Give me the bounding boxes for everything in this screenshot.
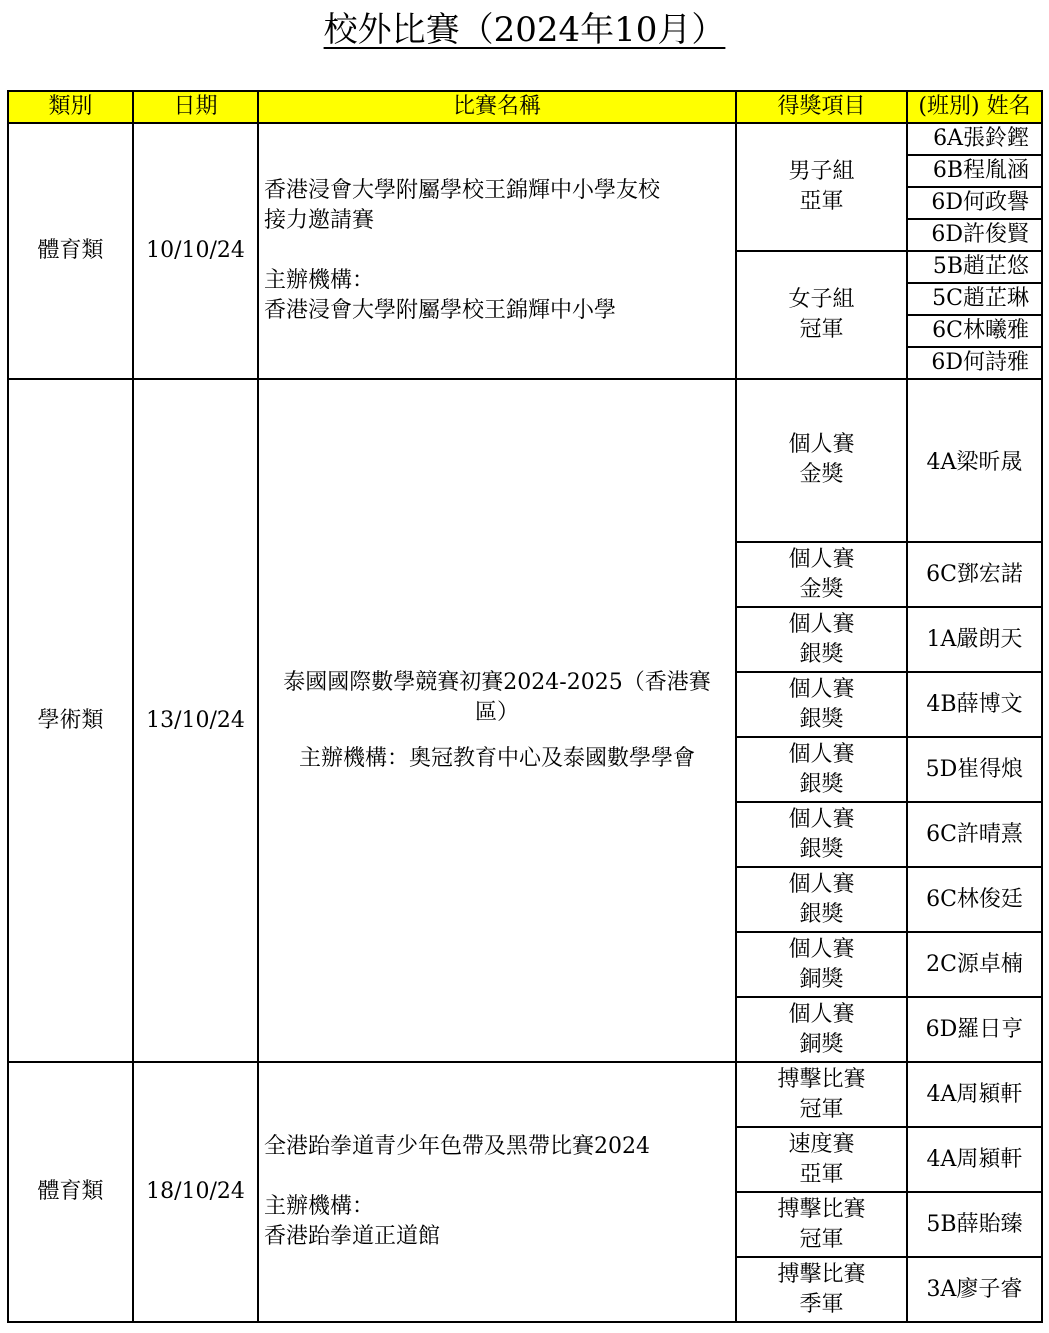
table-row [8, 379, 1042, 542]
award-type: 個人賽 [788, 871, 855, 897]
award-type: 女子組 [788, 287, 855, 312]
award-rank: 銅獎 [799, 1031, 844, 1057]
table-row [8, 1062, 1042, 1127]
award-rank: 銅獎 [799, 966, 844, 992]
award-cell [736, 542, 907, 607]
competition-name: 泰國國際數學競賽初賽2024-2025（香港賽 [283, 669, 711, 695]
competition-cell [258, 379, 736, 1062]
competition-name-cont: 接力邀請賽 [264, 208, 375, 233]
header-competition: 比賽名稱 [258, 91, 736, 123]
award-cell [736, 379, 907, 542]
organizer-label: 主辦機構： [264, 268, 375, 293]
award-rank: 銀獎 [799, 706, 844, 732]
award-cell [736, 251, 907, 379]
award-cell [736, 737, 907, 802]
award-type: 個人賽 [788, 1001, 855, 1027]
award-rank: 亞軍 [799, 189, 844, 214]
student-name: 5B薛貽臻 [907, 1192, 1042, 1257]
award-type: 個人賽 [788, 936, 855, 962]
competition-name: 香港浸會大學附屬學校王錦輝中小學友校 [264, 178, 661, 203]
awards-table [7, 90, 1043, 1323]
page-title-text: 校外比賽（2024年10月） [323, 10, 726, 50]
header-date: 日期 [133, 91, 258, 123]
header-row [8, 91, 1042, 123]
organizer-name: 香港跆拳道正道館 [264, 1224, 441, 1249]
organizer-label: 主辦機構： [264, 1194, 375, 1219]
award-cell [736, 123, 907, 251]
date-cell: 18/10/24 [133, 1062, 258, 1322]
competition-cell [258, 1062, 736, 1322]
organizer-name: 香港浸會大學附屬學校王錦輝中小學 [264, 298, 617, 323]
student-name: 4A梁昕晟 [907, 379, 1042, 542]
award-type: 搏擊比賽 [777, 1196, 866, 1222]
award-cell [736, 867, 907, 932]
category-cell: 體育類 [8, 123, 133, 379]
award-rank: 銀獎 [799, 641, 844, 667]
award-cell [736, 672, 907, 737]
award-rank: 銀獎 [799, 771, 844, 797]
award-cell [736, 802, 907, 867]
header-name: (班別) 姓名 [907, 91, 1042, 123]
page-title [0, 8, 1049, 52]
award-type: 個人賽 [788, 611, 855, 637]
award-cell [736, 932, 907, 997]
student-name: 6C林俊廷 [907, 867, 1042, 932]
student-name: 1A嚴朗天 [907, 607, 1042, 672]
student-name: 5D崔得烺 [907, 737, 1042, 802]
student-name: 3A廖子睿 [907, 1257, 1042, 1322]
award-rank: 冠軍 [799, 1096, 844, 1122]
student-name: 4B薛博文 [907, 672, 1042, 737]
header-category: 類別 [8, 91, 133, 123]
award-rank: 銀獎 [799, 901, 844, 927]
award-cell [736, 1062, 907, 1127]
competition-cell [258, 123, 736, 379]
student-name: 5B趙芷悠 [907, 251, 1042, 283]
student-name: 4A周潁軒 [907, 1062, 1042, 1127]
award-type: 個人賽 [788, 806, 855, 832]
award-rank: 亞軍 [799, 1161, 844, 1187]
student-name: 6B程胤涵 [907, 155, 1042, 187]
student-name: 6D許俊賢 [907, 219, 1042, 251]
category-cell: 體育類 [8, 1062, 133, 1322]
award-rank: 季軍 [799, 1291, 844, 1317]
competition-name-cont: 區） [474, 699, 519, 725]
award-type: 個人賽 [788, 741, 855, 767]
award-rank: 冠軍 [799, 317, 844, 342]
date-cell: 13/10/24 [133, 379, 258, 1062]
student-name: 5C趙芷琳 [907, 283, 1042, 315]
student-name: 6D羅日亨 [907, 997, 1042, 1062]
student-name: 2C源卓楠 [907, 932, 1042, 997]
award-rank: 冠軍 [799, 1226, 844, 1252]
award-rank: 金獎 [799, 576, 844, 602]
award-rank: 銀獎 [799, 836, 844, 862]
category-cell: 學術類 [8, 379, 133, 1062]
award-type: 男子組 [788, 159, 855, 184]
student-name: 6C林曦雅 [907, 315, 1042, 347]
student-name: 6A張鈴鏗 [907, 123, 1042, 155]
header-award: 得獎項目 [736, 91, 907, 123]
organizer-name: 主辦機構：奧冠教育中心及泰國數學學會 [298, 745, 695, 771]
student-name: 6D何政譽 [907, 187, 1042, 219]
date-cell: 10/10/24 [133, 123, 258, 379]
award-cell [736, 1192, 907, 1257]
award-type: 搏擊比賽 [777, 1261, 866, 1287]
competition-name: 全港跆拳道青少年色帶及黑帶比賽2024 [264, 1134, 650, 1159]
student-name: 4A周潁軒 [907, 1127, 1042, 1192]
award-type: 個人賽 [788, 432, 855, 457]
award-type: 搏擊比賽 [777, 1066, 866, 1092]
table-row [8, 123, 1042, 155]
student-name: 6C許晴熹 [907, 802, 1042, 867]
award-type: 速度賽 [788, 1131, 855, 1157]
award-cell [736, 1127, 907, 1192]
award-cell [736, 997, 907, 1062]
award-rank: 金獎 [799, 462, 844, 487]
student-name: 6D何詩雅 [907, 347, 1042, 379]
award-cell [736, 607, 907, 672]
award-type: 個人賽 [788, 546, 855, 572]
award-cell [736, 1257, 907, 1322]
award-type: 個人賽 [788, 676, 855, 702]
student-name: 6C鄧宏諾 [907, 542, 1042, 607]
